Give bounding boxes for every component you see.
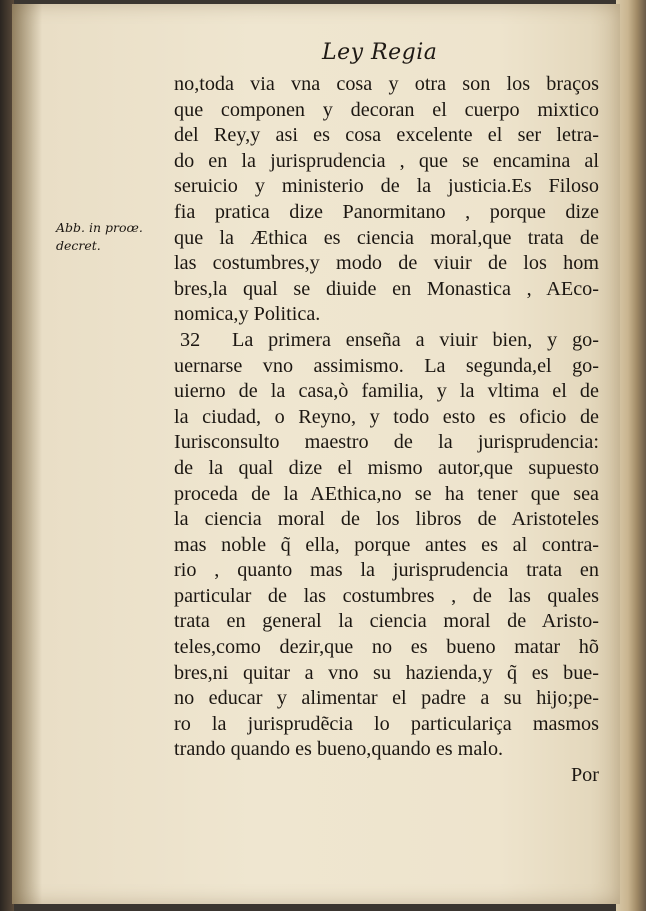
marginal-citation-line: decret. [56,238,101,253]
text-line: do en la jurisprudencia , que se encamina al [174,149,599,172]
text-line: que componen y decoran el cuerpo mixtico [174,98,599,121]
text-line: las costumbres,y modo de viuir de los hom [174,252,599,275]
text-line: que la Æthica es ciencia moral,que trata de [174,226,599,249]
text-line: mas noble q̃ ella, porque antes es al contra- [174,533,599,556]
text-line: trata en general la ciencia moral de Aristo- [174,610,599,633]
text-line: uierno de la casa,ò familia, y la vltima el de [174,380,599,403]
text-line: nomica,y Politica. [174,303,321,326]
running-title: Ley Regia [322,40,438,65]
text-line: no educar y alimentar el padre a su hijo;pe- [174,687,599,710]
text-line: fia pratica dize Panormitano , porque dize [174,200,599,223]
marginal-citation [56,219,174,255]
text-line: del Rey,y asi es cosa excelente el ser letra- [174,124,599,147]
text-line: de la qual dize el mismo autor,que supuesto [174,456,599,479]
catchword: Por [570,764,599,787]
body-text [174,72,599,789]
gutter-shade [12,4,42,904]
text-line: proceda de la AEthica,no se ha tener que sea [174,482,599,505]
text-line: la ciencia moral de los libros de Aristoteles [174,508,599,531]
paragraph-first-line-text: La primera enseña a viuir bien, y go- [232,328,599,351]
text-line: uernarse vno assimismo. La segunda,el go- [174,354,599,377]
text-line: ro la jurisprudẽcia lo particulariça masmos [174,712,599,735]
text-line: rio , quanto mas la jurisprudencia trata en [174,559,599,582]
text-line: seruicio y ministerio de la justicia.Es Filoso [174,175,599,198]
marginal-citation-line: Abb. in proœ. [56,220,143,235]
text-line: Iurisconsulto maestro de la jurisprudencia: [174,431,599,454]
text-line: trando quando es bueno,quando es malo. [174,738,504,761]
text-line: particular de las costumbres , de las quales [174,584,599,607]
paragraph-first-line [174,328,599,354]
text-line: bres,la qual se diuide en Monastica , AEco- [174,277,599,300]
text-line: teles,como dezir,que no es bueno matar hõ [174,636,599,659]
text-line: bres,ni quitar a vno su hazienda,y q̃ es bue- [174,661,599,684]
paragraph-number: 32 [180,328,201,351]
text-line: no,toda via vna cosa y otra son los braços [174,73,599,95]
text-line: la ciudad, o Reyno, y todo esto es oficio de [174,405,599,428]
facing-page-edge [616,0,646,911]
